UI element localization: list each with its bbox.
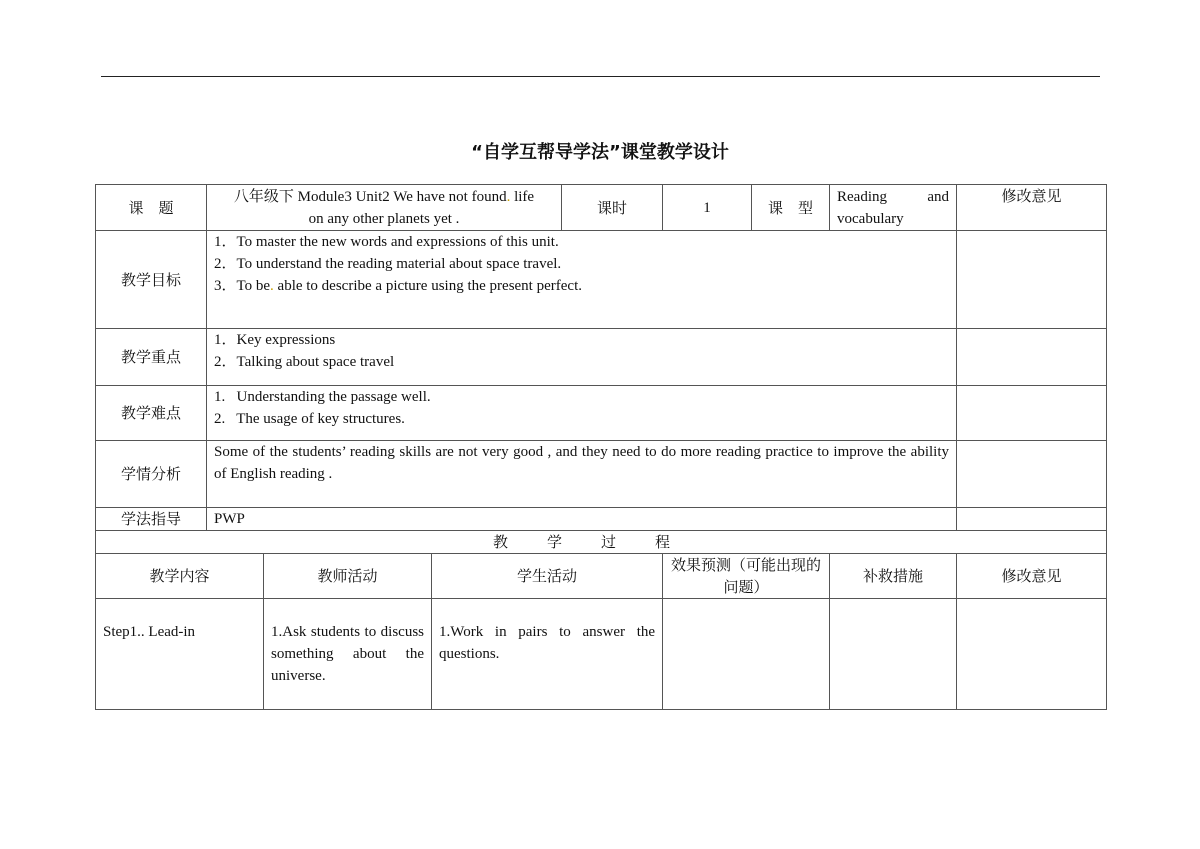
process-row <box>96 599 1107 710</box>
step-teacher-activity: 1.Ask students to discuss something about the universe. <box>264 599 432 710</box>
topic-label: 课 题 <box>96 185 207 231</box>
header-remedy: 补救措施 <box>830 554 957 599</box>
difficulties-content <box>207 386 957 441</box>
difficulty-item: 1. Understanding the passage well. <box>214 389 431 405</box>
process-heading-row <box>96 531 1107 554</box>
objectives-content <box>207 231 957 329</box>
objective-item: 1．To master the new words and expressions of this unit. <box>214 234 559 250</box>
info-row <box>96 185 1107 231</box>
key-points-row <box>96 329 1107 386</box>
step-remedy <box>830 599 957 710</box>
learner-analysis-revision <box>957 441 1107 508</box>
period-label: 课时 <box>562 185 663 231</box>
header-teacher: 教师活动 <box>264 554 432 599</box>
difficulties-row <box>96 386 1107 441</box>
method-value: PWP <box>207 508 957 531</box>
type-label: 课 型 <box>752 185 830 231</box>
objective-item: 3．To be. able to describe a picture using the present perfect. <box>214 278 582 294</box>
learner-analysis-content: Some of the students’ reading skills are not very good , and they need to do more reading practice to improve the ability of English reading . <box>207 441 957 508</box>
type-value: Reading and vocabulary <box>830 185 957 231</box>
step-content: Step1.. Lead-in <box>96 599 264 710</box>
difficulties-label: 教学难点 <box>96 386 207 441</box>
difficulty-item: 2. The usage of key structures. <box>214 411 405 427</box>
step-effect <box>663 599 830 710</box>
objectives-label: 教学目标 <box>96 231 207 329</box>
key-points-content <box>207 329 957 386</box>
key-points-revision <box>957 329 1107 386</box>
learner-analysis-row <box>96 441 1107 508</box>
lesson-plan-table <box>95 184 1107 710</box>
method-row <box>96 508 1107 531</box>
header-revision: 修改意见 <box>957 554 1107 599</box>
header-rule <box>101 76 1100 77</box>
step-revision <box>957 599 1107 710</box>
header-student: 学生活动 <box>432 554 663 599</box>
period-value: 1 <box>663 185 752 231</box>
header-content: 教学内容 <box>96 554 264 599</box>
revision-label: 修改意见 <box>957 185 1107 231</box>
process-header-row <box>96 554 1107 599</box>
method-revision <box>957 508 1107 531</box>
objective-item: 2．To understand the reading material about space travel. <box>214 256 562 272</box>
difficulties-revision <box>957 386 1107 441</box>
process-heading: 教学过程 <box>96 531 1107 554</box>
objectives-row <box>96 231 1107 329</box>
key-points-label: 教学重点 <box>96 329 207 386</box>
objectives-revision <box>957 231 1107 329</box>
key-point-item: 1．Key expressions <box>214 332 336 348</box>
step-student-activity: 1.Work in pairs to answer the questions. <box>432 599 663 710</box>
method-label: 学法指导 <box>96 508 207 531</box>
document-title: “自学互帮导学法”课堂教学设计 <box>471 142 729 163</box>
learner-analysis-label: 学情分析 <box>96 441 207 508</box>
key-point-item: 2．Talking about space travel <box>214 354 395 370</box>
topic-value: 八年级下 Module3 Unit2 We have not found. life on any other planets yet . <box>207 185 562 231</box>
header-effect: 效果预测（可能出现的问题） <box>663 554 830 599</box>
